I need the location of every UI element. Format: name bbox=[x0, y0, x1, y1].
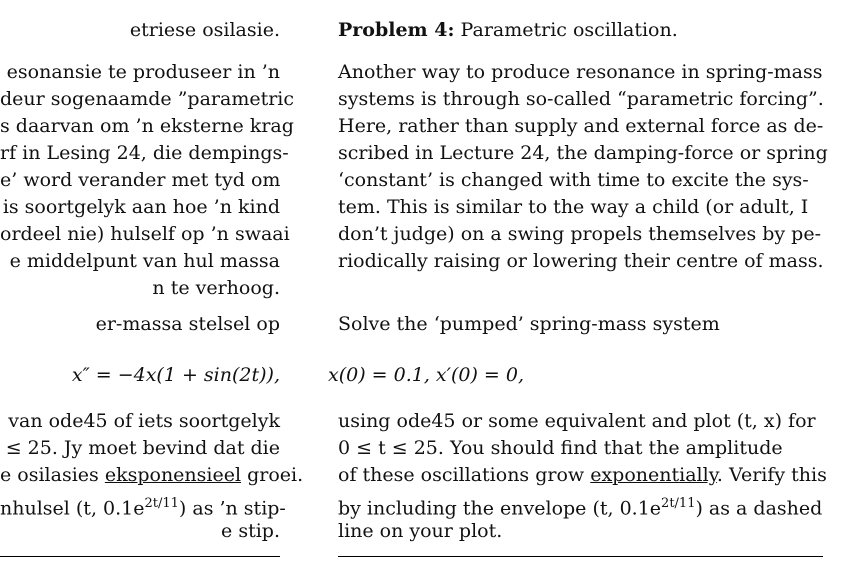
en-p3-line5: line on your plot. bbox=[338, 520, 503, 542]
en-p1-line2: systems is through so-called “parametric forcing”. bbox=[338, 88, 824, 110]
en-bottom-rule bbox=[338, 556, 823, 557]
af-p3-line3: e osilasies eksponensieel groei. bbox=[0, 464, 304, 486]
af-bottom-rule bbox=[0, 556, 280, 557]
en-p3-line2: 0 ≤ t ≤ 25. You should find that the amplitude bbox=[338, 437, 783, 459]
en-p1-line1: Another way to produce resonance in spring-mass bbox=[338, 61, 823, 83]
en-title bbox=[338, 17, 823, 43]
problem-label: Problem 4: bbox=[338, 19, 455, 41]
en-p1-line4: scribed in Lecture 24, the damping-force or spring bbox=[338, 142, 828, 164]
en-p3-line3: of these oscillations grow exponentially. Verify this bbox=[338, 464, 827, 486]
af-p1-line4: rf in Lesing 24, die dempings- bbox=[0, 142, 289, 164]
en-p1-line6: tem. This is similar to the way a child (or adult, I bbox=[338, 196, 809, 218]
en-p1-line7: don’t judge) on a swing propels themselves by pe- bbox=[338, 223, 822, 245]
af-title: etriese osilasie. bbox=[129, 19, 280, 41]
af-p1-line3: s daarvan om ’n eksterne krag bbox=[0, 115, 294, 137]
af-p2: er-massa stelsel op bbox=[95, 313, 280, 335]
en-underlined-word: exponentially bbox=[590, 464, 717, 486]
en-p3-line1: using ode45 or some equivalent and plot (t, x) for bbox=[338, 410, 816, 432]
af-p3-line2: ≤ 25. Jy moet bevind dat die bbox=[5, 437, 280, 459]
problem-title: Parametric oscillation. bbox=[454, 19, 678, 41]
en-p1-line3: Here, rather than supply and external force as de- bbox=[338, 115, 824, 137]
en-p1-line8: riodically raising or lowering their centre of mass. bbox=[338, 250, 824, 272]
af-p1-line2: deur sogenaamde ”parametric bbox=[0, 88, 295, 110]
af-p3-line4: nhulsel (t, $0.1e^{2t/11}$) as ’n stip- bbox=[0, 496, 286, 520]
afrikaans-column bbox=[0, 0, 304, 567]
en-p1-line5: ‘constant’ is changed with time to excite the sys- bbox=[338, 169, 809, 191]
af-p1-line6: is soortgelyk aan hoe ’n kind bbox=[2, 196, 280, 218]
en-equation: x(0) = 0.1, x′(0) = 0, bbox=[328, 364, 524, 386]
en-p3-line4: by including the envelope (t, $0.1e^{2t/11}$) as a dashed bbox=[338, 496, 823, 520]
af-equation: x″ = −4x(1 + sin(2t)), bbox=[71, 364, 280, 386]
af-p3-line1: van ode45 of iets soortgelyk bbox=[8, 410, 280, 432]
english-column bbox=[328, 0, 828, 567]
af-p1-line5: e’ word verander met tyd om bbox=[0, 169, 281, 191]
af-p3-line5: e stip. bbox=[221, 520, 280, 542]
af-p1-line8: e middelpunt van hul massa bbox=[9, 250, 280, 272]
en-p2: Solve the ‘pumped’ spring-mass system bbox=[338, 313, 720, 335]
af-p1-line9: n te verhoog. bbox=[152, 277, 280, 299]
af-p1-line1: esonansie te produseer in ’n bbox=[6, 61, 280, 83]
af-underlined-word: eksponensieel bbox=[104, 464, 242, 486]
af-p1-line7: ordeel nie) hulself op ’n swaai bbox=[0, 223, 290, 245]
